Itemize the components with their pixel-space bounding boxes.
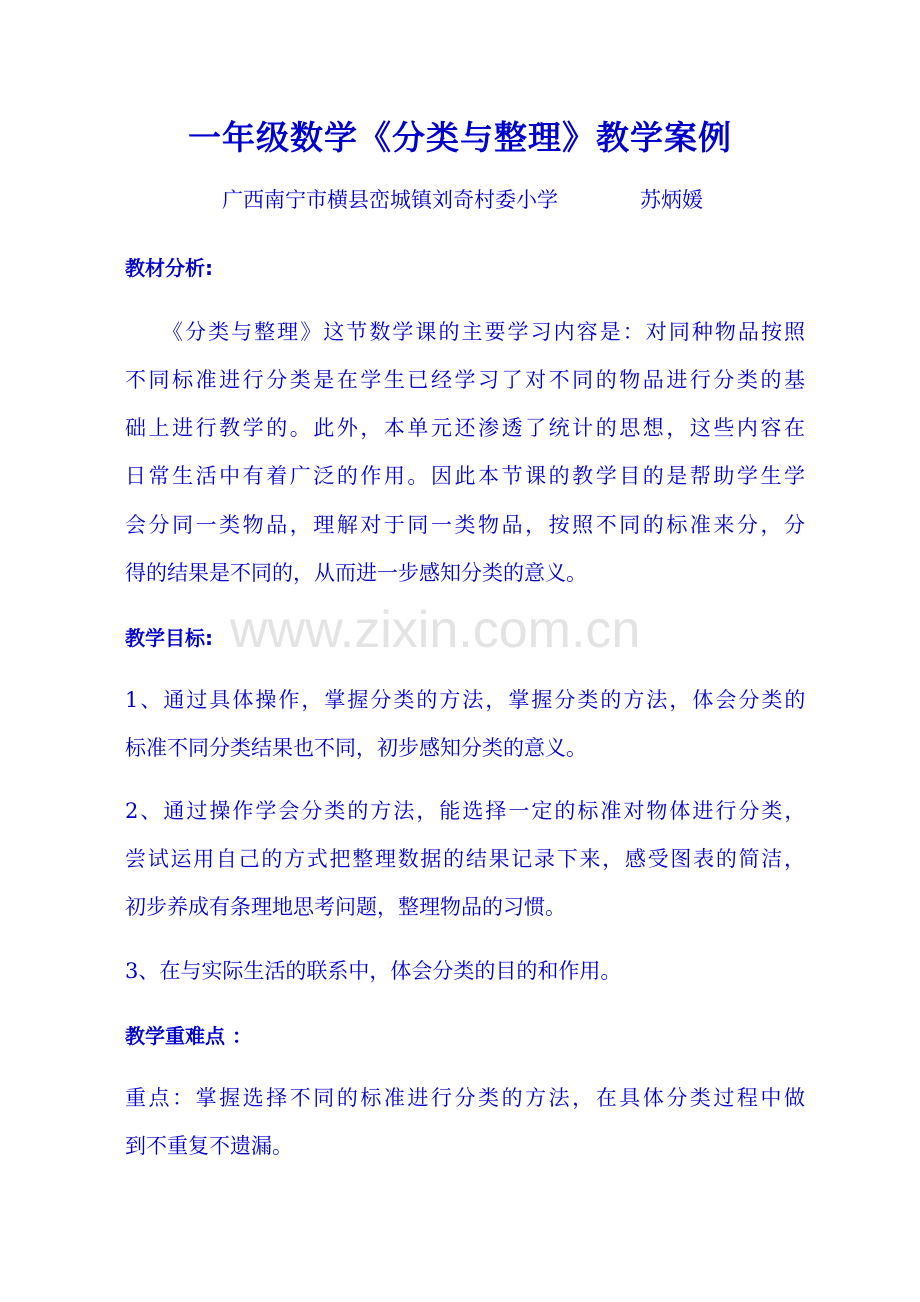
goal-line: 3、在与实际生活的联系中，体会分类的目的和作用。 xyxy=(125,959,622,983)
author-school: 广西南宁市横县峦城镇刘奇村委小学 xyxy=(222,188,558,212)
section-heading-teaching-goals: 教学目标: xyxy=(125,626,213,650)
goal-line: 2、通过操作学会分类的方法，能选择一定的标准对物体进行分类， xyxy=(125,799,808,823)
key-point-line: 重点：掌握选择不同的标准进行分类的方法，在具体分类过程中做 xyxy=(125,1086,808,1110)
section-heading-material-analysis: 教材分析: xyxy=(125,256,213,280)
key-point-line: 到不重复不遗漏。 xyxy=(125,1134,293,1158)
section-heading-key-points: 教学重难点 ： xyxy=(125,1024,252,1048)
paragraph-line: 不同标准进行分类是在学生已经学习了对不同的物品进行分类的基 xyxy=(125,368,808,392)
paragraph-line: 得的结果是不同的，从而进一步感知分类的意义。 xyxy=(125,561,587,585)
paragraph-line: 日常生活中有着广泛的作用。因此本节课的教学目的是帮助学生学 xyxy=(125,464,808,488)
goal-line: 1、通过具体操作，掌握分类的方法，掌握分类的方法，体会分类的 xyxy=(125,688,808,712)
paragraph-line: 础上进行教学的。此外，本单元还渗透了统计的思想，这些内容在 xyxy=(125,416,808,440)
goal-line: 尝试运用自己的方式把整理数据的结果记录下来，感受图表的简洁， xyxy=(125,847,807,871)
paragraph-line: 会分同一类物品，理解对于同一类物品，按照不同的标准来分，分 xyxy=(125,513,808,537)
author-name: 苏炳媛 xyxy=(640,188,703,212)
watermark: www.zixin.com.cn xyxy=(230,601,641,659)
goal-line: 初步养成有条理地思考问题，整理物品的习惯。 xyxy=(125,895,566,919)
document-title: 一年级数学《分类与整理》教学案例 xyxy=(188,118,732,157)
paragraph-line: 《分类与整理》这节数学课的主要学习内容是：对同种物品按照 xyxy=(162,320,808,344)
goal-line: 标准不同分类结果也不同，初步感知分类的意义。 xyxy=(125,736,587,760)
